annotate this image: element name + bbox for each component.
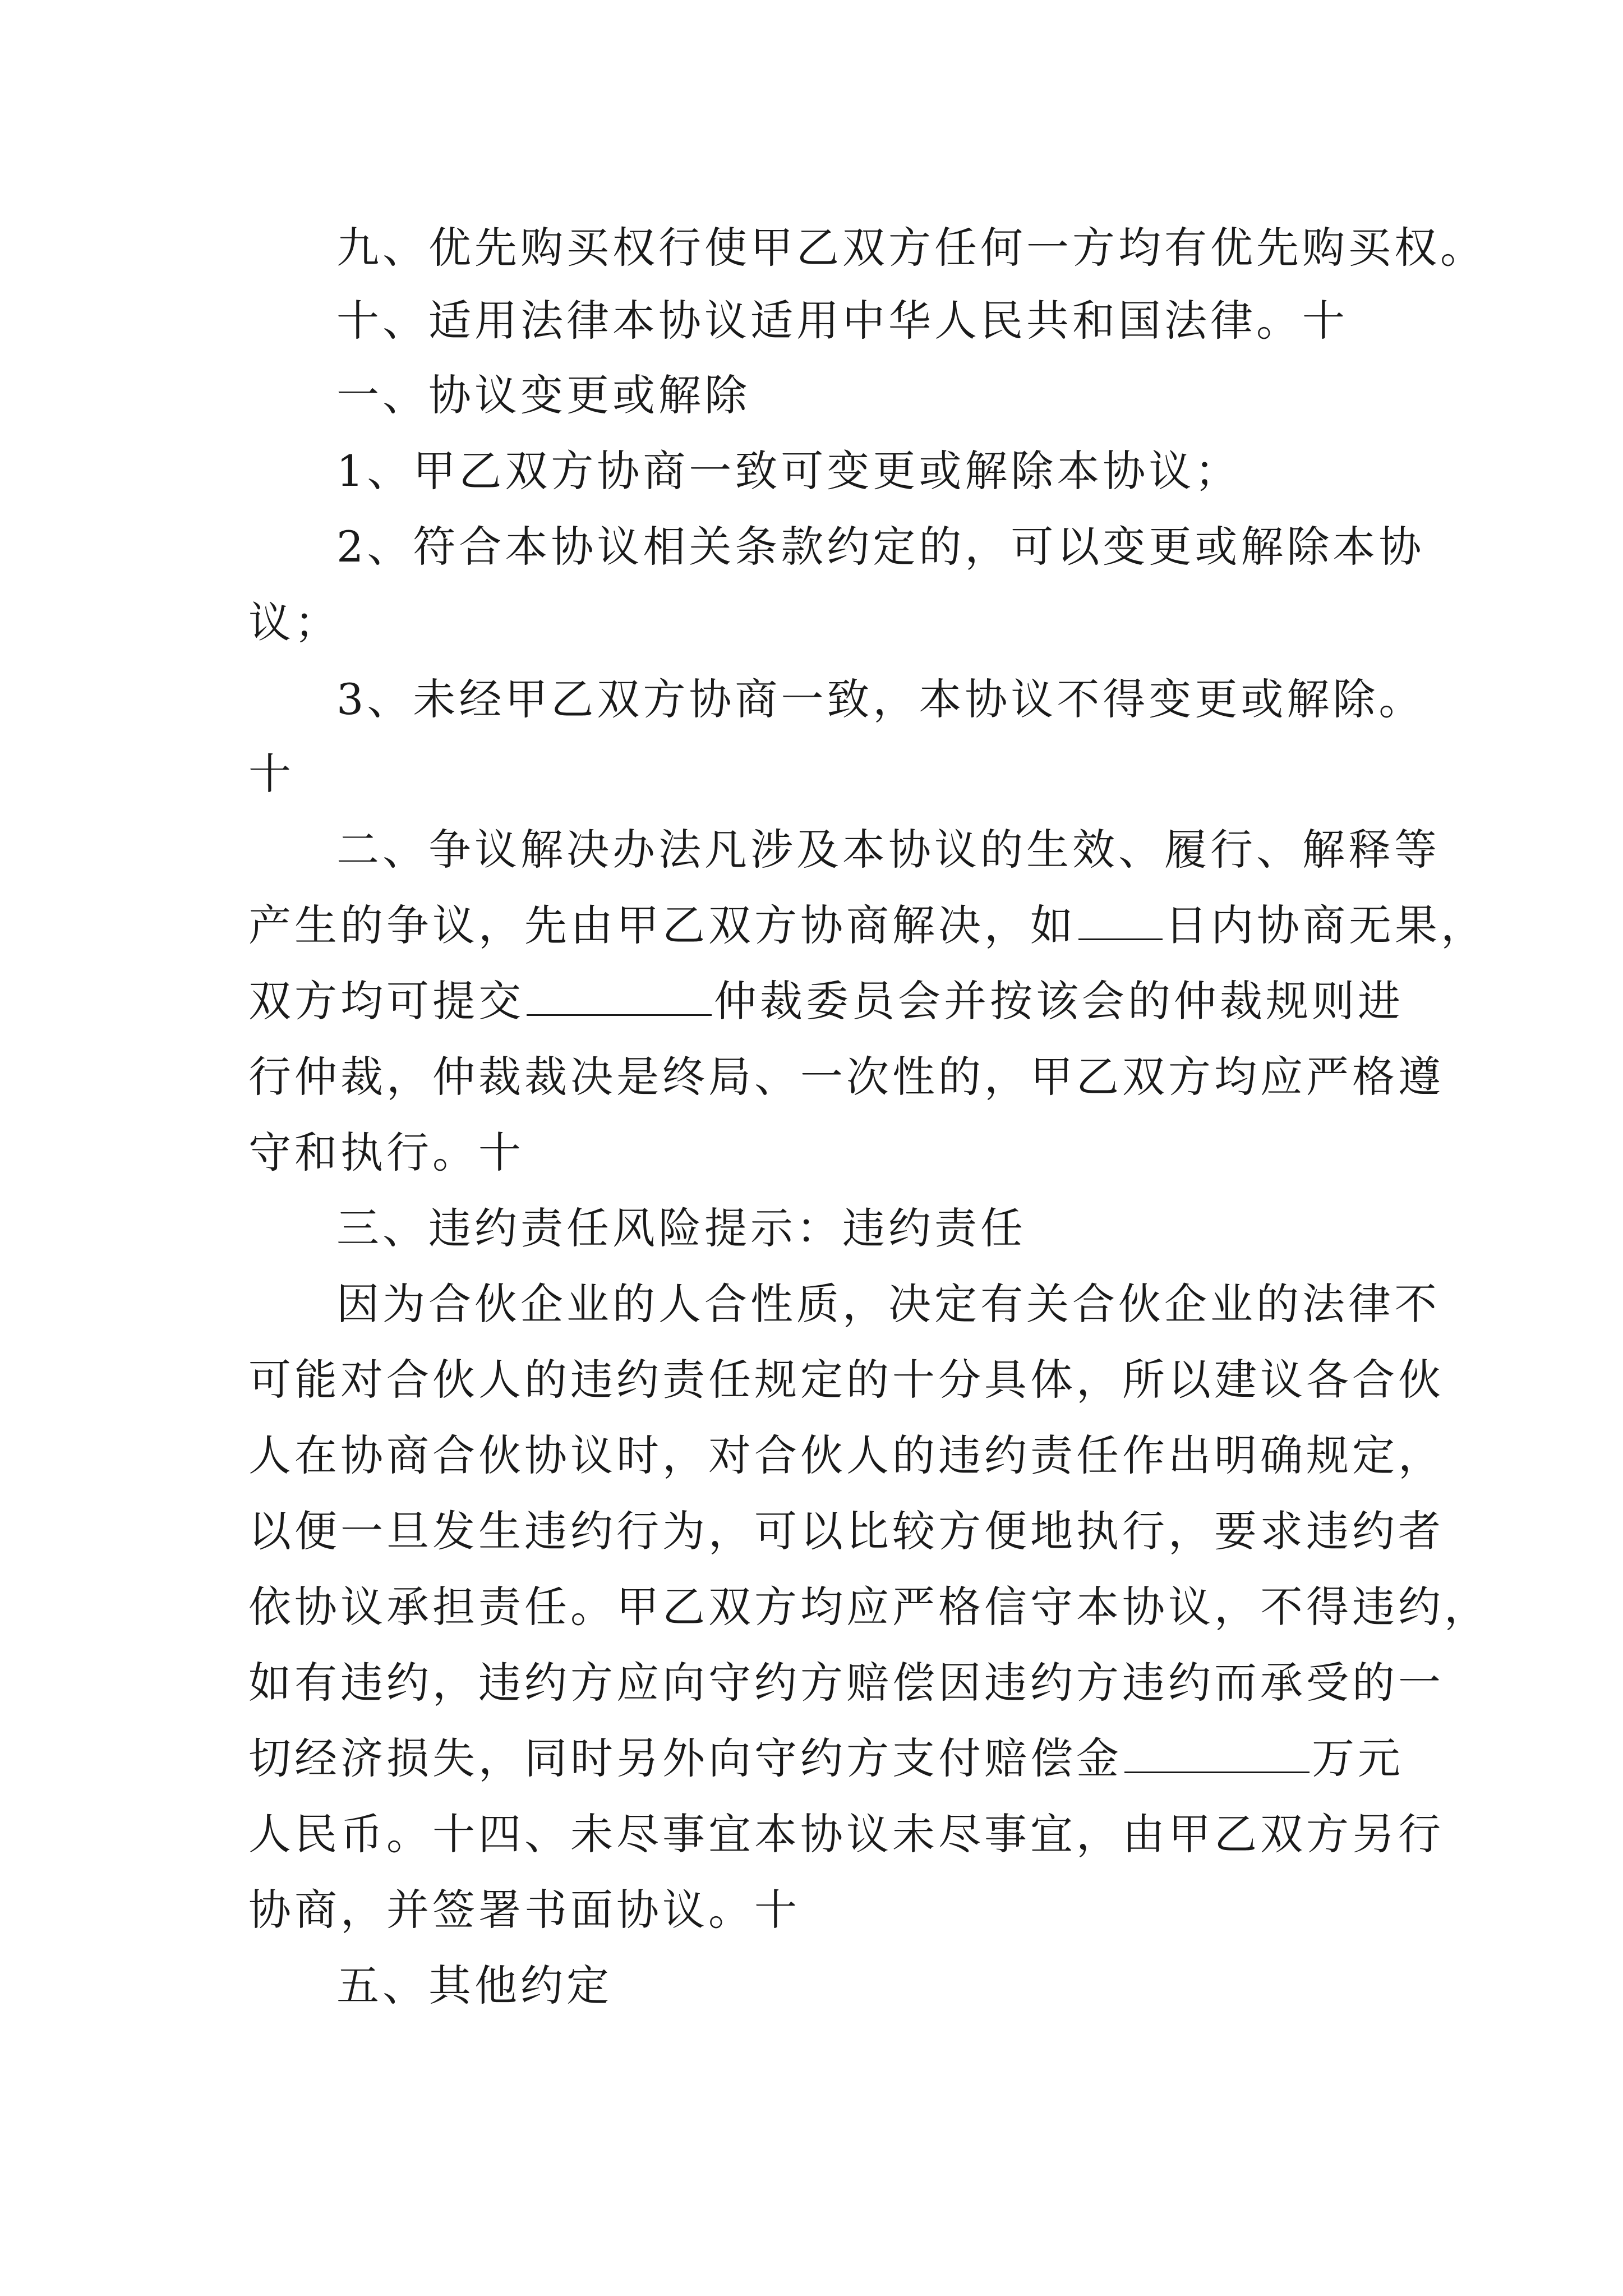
- text-line: 1、甲乙双方协商一致可变更或解除本协议；: [336, 446, 1241, 496]
- text-line: 九、优先购买权行使甲乙双方任何一方均有优先购买权。: [336, 223, 1486, 273]
- text-segment: 切经济损失，同时另外向守约方支付赔偿金: [248, 1733, 1122, 1783]
- text-segment: 日内协商无果，: [1165, 900, 1487, 950]
- text-segment: 万元: [1312, 1733, 1404, 1783]
- text-segment: 产生的争议，先由甲乙双方协商解决，如: [248, 900, 1076, 950]
- text-line: 因为合伙企业的人合性质，决定有关合伙企业的法律不: [336, 1279, 1440, 1329]
- text-line: 如有违约，违约方应向守约方赔偿因违约方违约而承受的一: [248, 1658, 1444, 1708]
- text-line: 行仲裁，仲裁裁决是终局、一次性的，甲乙双方均应严格遵: [248, 1052, 1444, 1102]
- text-line: 议；: [248, 597, 340, 647]
- text-line: [248, 1731, 1404, 1787]
- text-line: 十、适用法律本协议适用中华人民共和国法律。十: [336, 296, 1348, 346]
- text-line: 3、未经甲乙双方协商一致，本协议不得变更或解除。: [336, 674, 1425, 724]
- text-line: 一、协议变更或解除: [336, 370, 750, 420]
- text-line: 2、符合本协议相关条款约定的，可以变更或解除本协: [336, 522, 1425, 572]
- text-line: 人在协商合伙协议时，对合伙人的违约责任作出明确规定，: [248, 1430, 1444, 1480]
- text-segment: 仲裁委员会并按该会的仲裁规则进: [714, 976, 1404, 1026]
- text-line: [248, 898, 1487, 954]
- text-line: 人民币。十四、未尽事宜本协议未尽事宜，由甲乙双方另行: [248, 1809, 1444, 1859]
- text-line: 可能对合伙人的违约责任规定的十分具体，所以建议各合伙: [248, 1355, 1444, 1405]
- text-line: [248, 973, 1404, 1029]
- text-line: 二、争议解决办法凡涉及本协议的生效、履行、解释等: [336, 825, 1440, 875]
- text-line: 五、其他约定: [336, 1961, 612, 2010]
- text-line: 守和执行。十: [248, 1128, 524, 1177]
- fill-in-blank[interactable]: [1124, 1737, 1310, 1773]
- fill-in-blank[interactable]: [1078, 904, 1163, 940]
- fill-in-blank[interactable]: [527, 979, 712, 1016]
- text-line: 依协议承担责任。甲乙双方均应严格信守本协议，不得违约，: [248, 1582, 1490, 1632]
- text-line: 以便一旦发生违约行为，可以比较方便地执行，要求违约者: [248, 1506, 1444, 1556]
- text-segment: 双方均可提交: [248, 976, 524, 1026]
- text-line: 协商，并签署书面协议。十: [248, 1885, 800, 1935]
- text-line: 十: [248, 749, 294, 799]
- text-line: 三、违约责任风险提示：违约责任: [336, 1203, 1026, 1253]
